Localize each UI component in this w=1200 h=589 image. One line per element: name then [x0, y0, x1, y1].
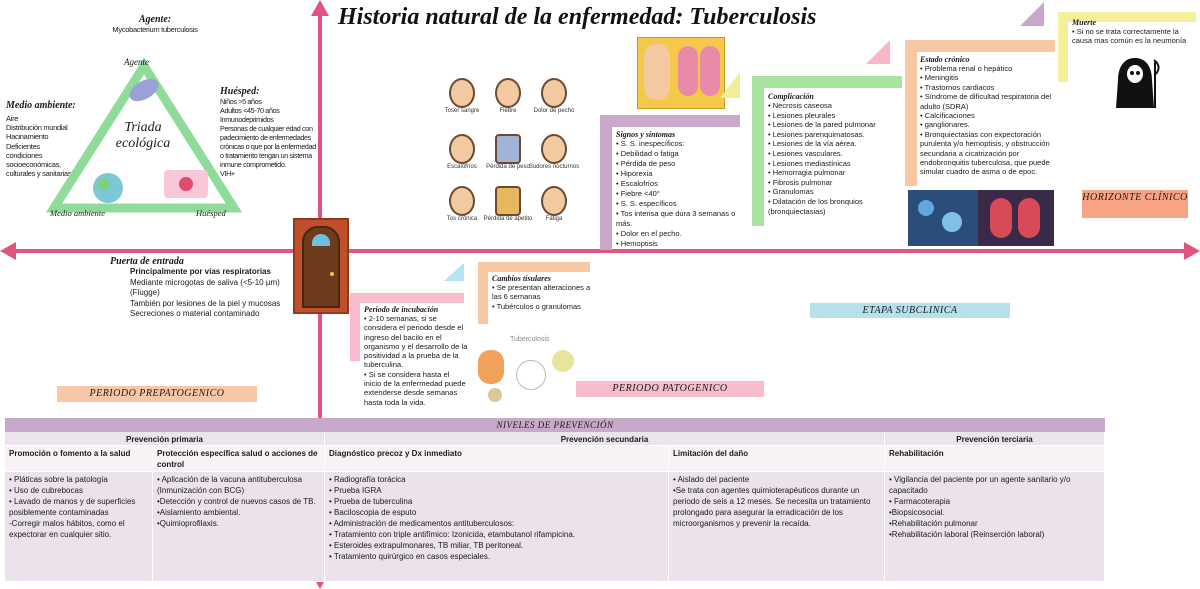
col4-item: •Se trata con agentes quimioterapéuticos durante un periodo de seis a 12 meses. Se necesita un tratamiento prolongado para asegurar la erradicación de los microorganismos y prevenir la recaída.: [673, 486, 871, 528]
col4-head: Limitación del daño: [669, 446, 885, 472]
death-bar-left: [1058, 12, 1068, 82]
symptom-item: Escalofríos: [432, 134, 492, 170]
chronic-heading: Estado crónico: [920, 55, 970, 64]
agent-heading: Agente:: [138, 14, 172, 25]
tissue-heading: Cambios tisulares: [492, 274, 551, 283]
incubation-heading: Periodo de incubación: [364, 305, 439, 314]
col2-body: [153, 472, 325, 582]
symptom-item: Tos crónica: [432, 186, 492, 222]
signs-item: • Escalofríos: [616, 179, 736, 189]
bacteria-image: [908, 190, 978, 246]
complications-item: • Hemorragia pulmonar: [768, 168, 900, 178]
horizon-label: HORIZONTE CLÍNICO: [1082, 190, 1188, 218]
host-text: Niños >5 años Adultos <45-70 años Inmunodeprimidos Personas de cualquier edad con padecimiento de enfermedades crónicas o que por la enfermedad o tratamiento tengan un sistema inmune comprometido. VIH+: [220, 97, 316, 178]
incubation-block: [364, 305, 468, 407]
incubation-bar-left: [350, 293, 360, 361]
col5-item: • Vigilancia del paciente por un agente sanitario y/o capacitado: [889, 475, 1071, 495]
chronic-bar-left: [905, 40, 917, 186]
agent-text: Mycobacterium tuberculosis: [112, 25, 198, 34]
col3-body: [325, 472, 669, 582]
death-block: [1072, 18, 1196, 46]
signs-item: • Pérdida de peso: [616, 159, 736, 169]
signs-heading: Signos y síntomas: [616, 130, 676, 139]
agent-block: [100, 14, 210, 34]
complications-item: • Lesiones vasculares.: [768, 149, 900, 159]
col5-head: Rehabilitación: [885, 446, 1105, 472]
col5-body: [885, 472, 1105, 582]
col3-head: Diagnóstico precoz y Dx inmediato: [325, 446, 669, 472]
symptom-item: Pérdida de peso: [478, 134, 538, 170]
tissue-item: • Se presentan alteraciones a las 6 semanas: [492, 283, 594, 302]
chronic-item: • ganglionares.: [920, 120, 1058, 129]
arrow-up-icon: [311, 0, 329, 16]
coughing-icon: [449, 78, 475, 108]
host-heading: Huésped:: [220, 86, 260, 97]
prevention-level-row: [5, 432, 1105, 446]
symptom-item: Fatiga: [524, 186, 584, 222]
signs-item: • Fiebre <40°: [616, 189, 736, 199]
col2-item: •Quimioprofilaxis.: [157, 519, 219, 528]
complications-item: • Lesiones de la pared pulmonar: [768, 120, 900, 130]
entry-lead: Principalmente por vías respiratorias: [130, 267, 271, 276]
signs-item: • Hemoptisis: [616, 239, 736, 249]
environment-heading: Medio ambiente:: [6, 100, 76, 111]
tissue-bar-top: [478, 262, 590, 272]
entry-line: (Flugge): [130, 288, 160, 297]
scale-icon: [495, 134, 521, 164]
prevention-title: NIVELES DE PREVENCIÓN: [5, 418, 1105, 432]
col2-item: • Aplicación de la vacuna antituberculosa (Inmunización con BCG): [157, 475, 303, 495]
entry-block: [110, 256, 310, 320]
entry-line: Mediante microgotas de saliva (<5-10 µm): [130, 277, 280, 287]
page-title: Historia natural de la enfermedad: Tuberculosis: [338, 4, 817, 30]
prevention-body-row: [5, 472, 1105, 582]
chronic-item: • Meningitis: [920, 73, 1058, 82]
signs-item: • S. S. inespecíficos:: [616, 139, 736, 149]
signs-item: • Dolor en el pecho.: [616, 229, 736, 239]
col3-item: • Tratamiento con triple antifímico: Izonicida, etambutanol rifampicina.: [329, 530, 576, 539]
entry-line: Secreciones o material contaminado: [130, 309, 260, 318]
tissue-bar-left: [478, 262, 488, 324]
chills-icon: [449, 134, 475, 164]
subclinical-label: ETAPA SUBCLINICA: [810, 303, 1010, 318]
incubation-item: • 2-10 semanas, si se considera el periodo desde el ingreso del bacilo en el organismo y el desarrollo de la positividad a la prueba de la tuberculina.: [364, 314, 468, 370]
incubation-list: [364, 314, 468, 407]
signs-block: [616, 130, 736, 249]
entry-line: También por lesiones de la piel y mucosas: [130, 298, 281, 308]
signs-bar-top: [600, 115, 740, 127]
primary-level: Prevención primaria: [5, 432, 325, 446]
col1-item: • Lavado de manos y de superficies posiblemente contaminadas: [9, 497, 136, 517]
complications-item: • Lesiones pleurales: [768, 111, 900, 121]
col1-item: • Pláticas sobre la patología: [9, 475, 108, 484]
col3-item: • Prueba de tuberculina: [329, 497, 413, 506]
incubation-bar-top: [350, 293, 464, 303]
col3-item: • Prueba IGRA: [329, 486, 382, 495]
lungs-image: [978, 190, 1054, 246]
environment-item: Hacinamiento: [6, 132, 49, 142]
col1-head: Promoción o fomento a la salud: [5, 446, 153, 472]
col4-body: [669, 472, 885, 582]
chronic-bar-top: [905, 40, 1055, 52]
signs-item: • Tos intensa que dura 3 semanas o más.: [616, 209, 736, 229]
accent-pink-triangle: [866, 40, 890, 64]
arrow-left-icon: [0, 242, 16, 260]
environment-item: Distribución mundial: [6, 123, 68, 133]
col5-item: • Farmacoterapia: [889, 497, 951, 506]
symptom-item: Dolor de pecho: [524, 78, 584, 114]
col3-item: • Tratamiento quirúrgico en casos especiales.: [329, 552, 491, 561]
complications-bar-left: [752, 76, 764, 226]
environment-item: Deficientes condiciones socioeconómicas, culturales y sanitarias: [6, 141, 72, 179]
entry-lines: [110, 278, 310, 320]
complications-item: • Lesiones parenquimatosas.: [768, 130, 900, 140]
complications-block: [768, 92, 900, 216]
chronic-item: • Trastornos cardiacos: [920, 83, 1058, 92]
complications-bar-top: [752, 76, 902, 88]
col2-head: Protección específica salud o acciones de control: [153, 446, 325, 472]
signs-bar-left: [600, 115, 612, 250]
col3-item: • Radiografía torácica: [329, 475, 406, 484]
death-item: • Si no se trata correctamente la causa mas común es la neumonía: [1072, 27, 1196, 46]
tertiary-level: Prevención terciaria: [885, 432, 1105, 446]
symptom-item: Sudores nocturnos: [524, 134, 584, 170]
symptom-icons: [440, 78, 600, 238]
chronic-item: • Síndrome de dificultad respiratoria del adulto (SDRA): [920, 92, 1058, 111]
triad-center-label: Triada ecológica: [115, 120, 171, 151]
accent-yellow-triangle: [720, 72, 740, 98]
complications-item: • Dilatación de los bronquios (bronquiectasias): [768, 197, 900, 216]
col5-item: •Biopsicosocial.: [889, 508, 945, 517]
death-heading: Muerte: [1072, 18, 1096, 27]
chronic-item: • Problema renal o hepático: [920, 64, 1058, 73]
no-appetite-icon: [495, 186, 521, 216]
accent-purple-triangle: [1020, 2, 1044, 26]
col2-item: •Detección y control de nuevos casos de TB.: [157, 497, 316, 506]
col5-item: •Rehabilitación laboral (Reinserción laboral): [889, 530, 1045, 539]
chronic-list: [920, 64, 1058, 177]
tb-diagram-label: Tuberculosis: [510, 336, 550, 343]
tb-diagram: [476, 336, 576, 402]
triad-right-label: Huésped: [196, 208, 226, 218]
complications-list: [768, 101, 900, 216]
signs-item: • S. S. específicos: [616, 199, 736, 209]
chronic-cough-icon: [449, 186, 475, 216]
col3-item: • Administración de medicamentos antituberculosos:: [329, 519, 515, 528]
symptom-item: Toser sangre: [432, 78, 492, 114]
complications-item: • Necrosis caseosa: [768, 101, 900, 111]
arrow-right-icon: [1184, 242, 1200, 260]
chest-pain-icon: [541, 78, 567, 108]
col1-item: • Uso de cubrebocas: [9, 486, 83, 495]
complications-item: • Lesiones mediastínicas: [768, 159, 900, 169]
triad-top-label: Agente: [124, 57, 149, 67]
tissue-list: [492, 283, 594, 311]
complications-item: • Granulomas: [768, 187, 900, 197]
col3-item: • Esteroides extrapulmonares, TB miliar, TB peritoneal.: [329, 541, 524, 550]
chronic-item: • Calcificaciones: [920, 111, 1058, 120]
signs-item: • Debilidad o fatiga: [616, 149, 736, 159]
symptom-item: Fiebre: [478, 78, 538, 114]
col5-item: •Rehabilitación pulmonar: [889, 519, 978, 528]
entry-heading: Puerta de entrada: [110, 256, 184, 267]
night-sweats-icon: [541, 134, 567, 164]
complications-item: • Fibrosis pulmonar: [768, 178, 900, 188]
col3-item: • Baciloscopia de esputo: [329, 508, 417, 517]
fever-icon: [495, 78, 521, 108]
tb-lungs-illustration: [637, 37, 725, 109]
col4-item: • Aislado del paciente: [673, 475, 750, 484]
patogenic-label: PERIODO PATOGENICO: [576, 381, 764, 397]
signs-list: [616, 139, 736, 249]
incubation-item: • Si se considera hasta el inicio de la enfermedad puede extenderse desde semanas hasta toda la vida.: [364, 370, 468, 407]
prevention-table: [5, 418, 1105, 582]
complications-heading: Complicación: [768, 92, 814, 101]
environment-item: Aire: [6, 114, 19, 123]
prepatogenic-label: PERIODO PREPATOGENICO: [57, 386, 257, 402]
chronic-item: • Bronquiectasias con expectoración purulenta y/o hemoptisis, y obstrucción secundaria a cicatrización por endobronquitis tuberculosa, que puede simular cuadro de asma o de epoc.: [920, 130, 1058, 177]
signs-item: • Hiporexia: [616, 169, 736, 179]
death-list: [1072, 27, 1196, 46]
prevention-subheader-row: [5, 446, 1105, 472]
triad-left-label: Medio ambiente: [50, 208, 105, 218]
secondary-level: Prevención secundaria: [325, 432, 885, 446]
tissue-block: [492, 274, 594, 311]
complications-item: • Lesiones de la vía aérea.: [768, 139, 900, 149]
grim-reaper-icon: [1110, 54, 1160, 110]
tissue-item: • Tubérculos o granulomas: [492, 302, 594, 311]
accent-cyan-triangle: [444, 263, 464, 281]
col2-item: •Aislamiento ambiental.: [157, 508, 241, 517]
host-block: [220, 86, 316, 178]
chronic-block: [920, 55, 1058, 177]
fatigue-icon: [541, 186, 567, 216]
symptom-item: Pérdida de apetito: [478, 186, 538, 222]
col1-item: -Corregir malos hábitos, como el expectorar en cualquier sitio.: [9, 519, 125, 539]
col1-body: [5, 472, 153, 582]
